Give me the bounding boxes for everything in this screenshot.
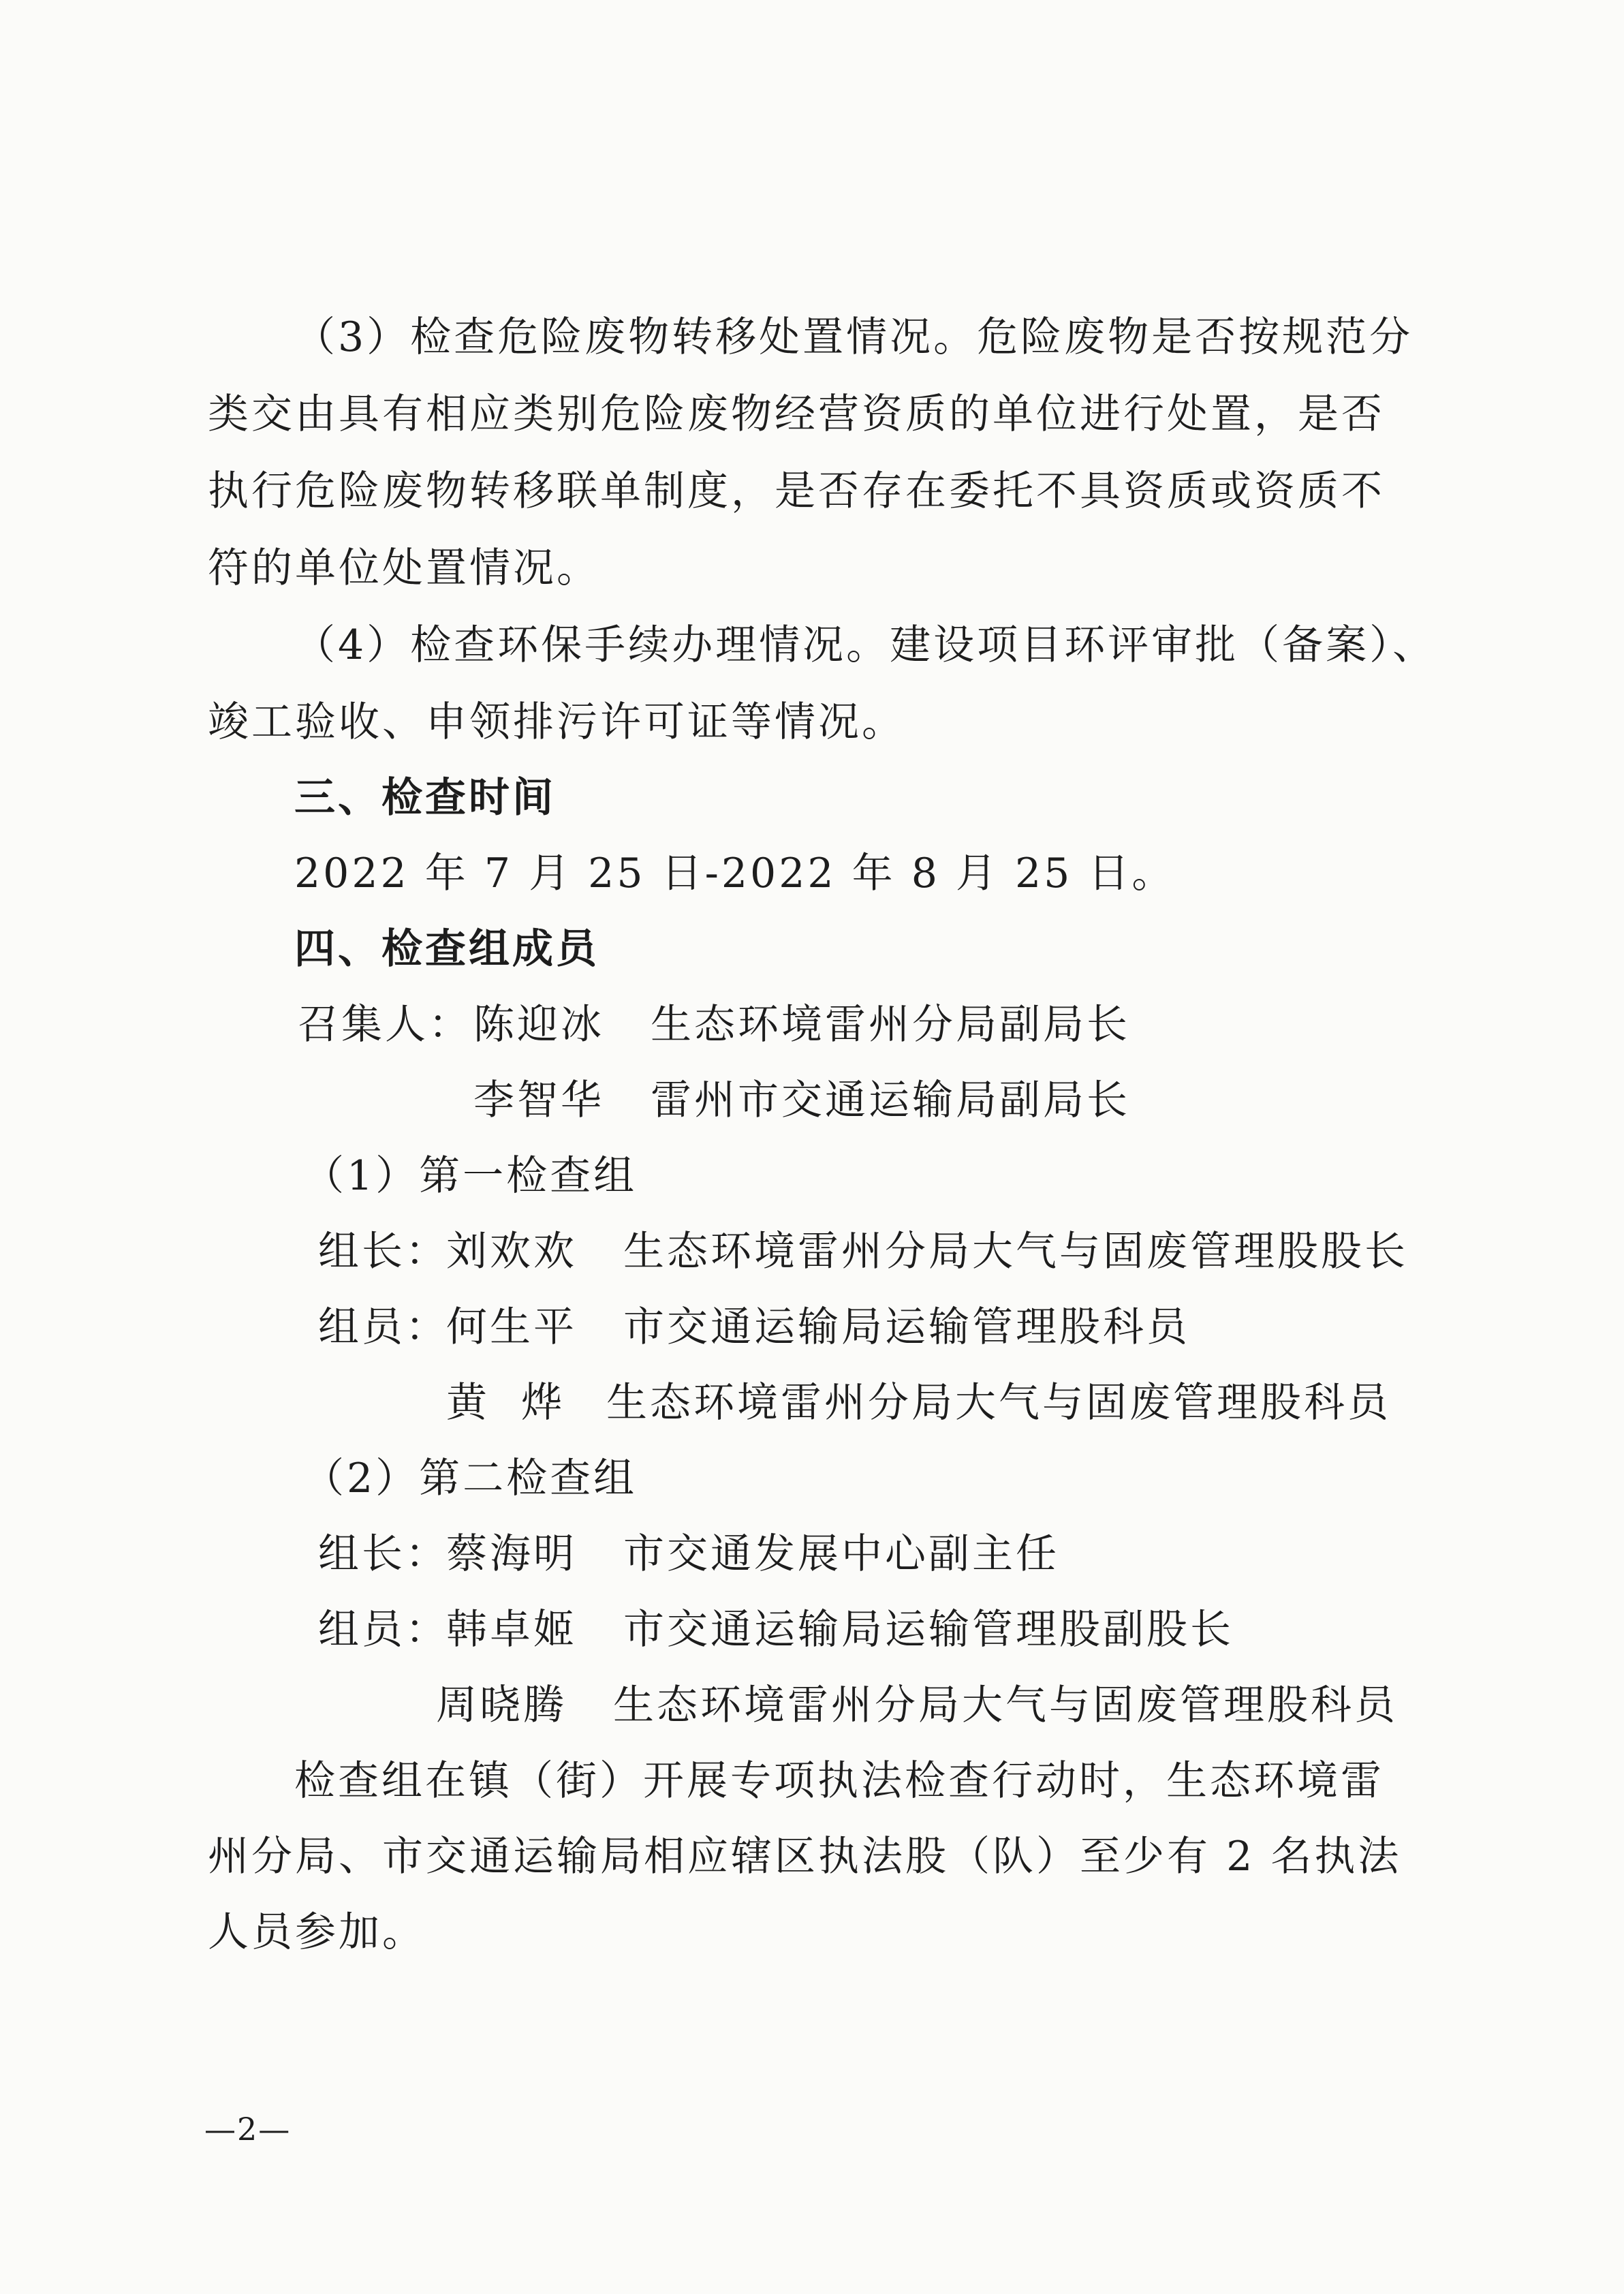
paragraph-3-line-2: 类交由具有相应类别危险废物经营资质的单位进行处置，是否 xyxy=(208,390,1385,438)
paragraph-4-line-1: （4）检查环保手续办理情况。建设项目环评审批（备案）、 xyxy=(294,621,1437,669)
page-number: —2— xyxy=(204,2111,292,2148)
group-1-member-1-name: 何生平 xyxy=(446,1303,577,1351)
group-2-leader-title: 市交通发展中心副主任 xyxy=(623,1530,1059,1578)
group-1-member-1-title: 市交通运输局运输管理股科员 xyxy=(623,1303,1190,1351)
group-2-member-2-name: 周晓腾 xyxy=(436,1681,567,1729)
closing-line-1: 检查组在镇（街）开展专项执法检查行动时，生态环境雷 xyxy=(294,1757,1384,1805)
group-2-leader-name: 蔡海明 xyxy=(446,1530,577,1578)
group-2-member-1-name: 韩卓姬 xyxy=(446,1606,577,1654)
convener-1-title: 生态环境雷州分局副局长 xyxy=(651,1001,1130,1049)
paragraph-3-line-1: （3）检查危险废物转移处置情况。危险废物是否按规范分 xyxy=(294,313,1414,361)
paragraph-4-line-2: 竣工验收、申领排污许可证等情况。 xyxy=(208,698,905,746)
convener-2-title: 雷州市交通运输局副局长 xyxy=(651,1076,1130,1124)
group-1-heading: （1）第一检查组 xyxy=(303,1152,638,1200)
paragraph-3-line-4: 符的单位处置情况。 xyxy=(208,544,600,592)
convener-2-name: 李智华 xyxy=(473,1076,604,1124)
closing-line-2: 州分局、市交通运输局相应辖区执法股（队）至少有 2 名执法 xyxy=(208,1833,1402,1880)
group-1-leader-name: 刘欢欢 xyxy=(446,1228,577,1275)
group-2-member-1-title: 市交通运输局运输管理股副股长 xyxy=(623,1606,1234,1654)
group-1-leader-title: 生态环境雷州分局大气与固废管理股股长 xyxy=(623,1228,1408,1275)
closing-line-3: 人员参加。 xyxy=(208,1908,426,1956)
group-1-member-label: 组员： xyxy=(318,1303,449,1351)
group-2-member-2-title: 生态环境雷州分局大气与固废管理股科员 xyxy=(613,1681,1398,1729)
group-2-heading: （2）第二检查组 xyxy=(303,1455,638,1502)
convener-label: 召集人： xyxy=(298,1001,472,1049)
group-1-member-2-name: 黄 烨 xyxy=(446,1379,565,1427)
section-4-heading: 四、检查组成员 xyxy=(294,925,599,973)
group-2-member-label: 组员： xyxy=(318,1606,449,1654)
inspection-period: 2022 年 7 月 25 日-2022 年 8 月 25 日。 xyxy=(294,850,1176,897)
group-1-member-2-title: 生态环境雷州分局大气与固废管理股科员 xyxy=(606,1379,1391,1427)
group-1-leader-label: 组长： xyxy=(318,1228,449,1275)
paragraph-3-line-3: 执行危险废物转移联单制度，是否存在委托不具资质或资质不 xyxy=(208,467,1385,515)
group-2-leader-label: 组长： xyxy=(318,1530,449,1578)
convener-1-name: 陈迎冰 xyxy=(473,1001,604,1049)
section-3-heading: 三、检查时间 xyxy=(294,774,556,822)
